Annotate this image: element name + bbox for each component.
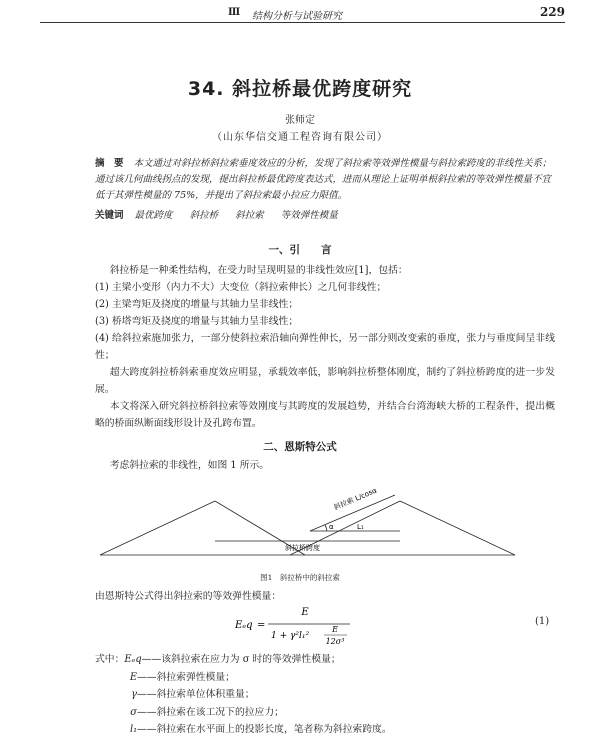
l1-label: L₁ — [357, 523, 364, 531]
paragraph: 斜拉桥是一种柔性结构，在受力时呈现明显的非线性效应[1]，包括： — [109, 265, 408, 276]
paragraph: 考虑斜拉索的非线性，如图 1 所示。 — [109, 460, 270, 471]
keyword: 等效弹性模量 — [280, 210, 338, 221]
definition-row — [95, 704, 565, 722]
definition-row — [95, 651, 565, 669]
keyword: 斜拉索 — [235, 210, 264, 221]
definition-text: ——斜拉索在该工况下的拉应力； — [137, 706, 284, 718]
section-ernst-intro — [95, 457, 555, 474]
left-tower-left-cable — [100, 501, 215, 555]
span-label: 斜拉桥跨度 — [285, 544, 320, 552]
abstract — [95, 156, 555, 204]
list-item: (2) 主梁弯矩及挠度的增量与其轴力呈非线性； — [95, 299, 299, 310]
ernst-formula — [235, 604, 375, 646]
definitions-lead: 式中： — [95, 654, 125, 665]
definition-text: ——斜拉索单位体积重量； — [137, 689, 255, 700]
cable-label: 斜拉索 L/cosα — [332, 486, 379, 512]
author-affiliation: （山东华信交通工程咨询有限公司） — [212, 132, 388, 143]
paper-title: 34. 斜拉桥最优跨度研究 — [187, 78, 413, 100]
definition-symbol: Eₑq — [124, 654, 142, 665]
list-item: (3) 桥塔弯矩及挠度的增量与其轴力呈非线性； — [95, 316, 299, 327]
author-name: 张师定 — [285, 115, 315, 126]
keyword: 最优跨度 — [134, 210, 173, 221]
paragraph: 由恩斯特公式得出斜拉索的等效弹性模量： — [95, 591, 282, 602]
section-introduction-body — [95, 262, 555, 432]
formula-numerator: E — [301, 607, 309, 618]
keywords-label: 关键词 — [95, 210, 124, 221]
definition-row — [95, 686, 565, 704]
formula-equals: = — [257, 620, 266, 631]
definition-symbol: l₁ — [129, 724, 137, 735]
definition-text: ——该斜拉索在应力为 σ 时的等效弹性模量； — [141, 654, 341, 665]
abstract-label: 摘 要 — [95, 158, 124, 169]
abstract-text: 本文通过对斜拉桥斜拉索垂度效应的分析，发现了斜拉索等效弹性模量与斜拉索跨度的非线性关系；通过该几何曲线拐点的发现，提出斜拉桥最优跨度表达式，进而从理论上证明单根斜拉索的等效弹性模量不宜低于其弹性模量的 75%，并提出了斜拉索最小拉应力限值。 — [95, 158, 552, 201]
list-item: (1) 主梁小变形（内力不大）大变位（斜拉索伸长）之几何非线性； — [95, 282, 387, 293]
definition-text: ——斜拉索弹性模量； — [137, 671, 235, 683]
figure-caption: 图1 斜拉桥中的斜拉索 — [260, 573, 340, 582]
definition-row — [95, 721, 565, 739]
angle-arc — [325, 525, 327, 531]
definition-text: ——斜拉索在水平面上的投影长度，笔者称为斜拉索跨度。 — [137, 724, 392, 735]
formula-inner-numerator: E — [332, 625, 338, 634]
header-page-number: 229 — [539, 5, 565, 19]
running-header — [40, 6, 565, 23]
equation-number: (1) — [535, 616, 550, 627]
formula-denominator-lead: 1 + γ²l₁² — [271, 631, 310, 641]
header-section-number: Ⅲ — [228, 7, 241, 18]
header-running-title: 结构分析与试验研究 — [252, 11, 342, 22]
section-heading-ernst-formula: 二、恩斯特公式 — [263, 441, 337, 453]
definition-symbol: γ — [131, 689, 137, 700]
definition-symbol: σ — [130, 706, 137, 718]
paragraph: 本文将深入研究斜拉桥斜拉索等效刚度与其跨度的发展趋势，并结合台湾海峡大桥的工程条件，提出概略的桥面纵断面线形设计及孔跨布置。 — [95, 401, 555, 429]
paragraph: 超大跨度斜拉桥斜索垂度效应明显，承载效率低，影响斜拉桥整体刚度，制约了斜拉桥跨度的进一步发展。 — [95, 367, 555, 395]
formula-lhs: Eₑq — [235, 620, 253, 631]
figure-cable-diagram — [95, 473, 565, 563]
symbol-definitions — [95, 651, 565, 739]
formula-inner-denominator: 12σ³ — [325, 637, 345, 646]
formula-intro — [95, 588, 555, 605]
list-item: (4) 给斜拉索施加张力，一部分使斜拉索沿轴向弹性伸长，另一部分则改变索的垂度，张力与垂度间呈非线性； — [95, 333, 555, 361]
definition-symbol: E — [129, 671, 137, 683]
section-heading-introduction: 一、引 言 — [268, 244, 332, 256]
keywords — [95, 207, 555, 221]
right-tower-right-cable — [400, 501, 515, 555]
keyword: 斜拉桥 — [189, 210, 219, 221]
definition-row — [95, 669, 565, 687]
angle-label: α — [329, 523, 334, 531]
